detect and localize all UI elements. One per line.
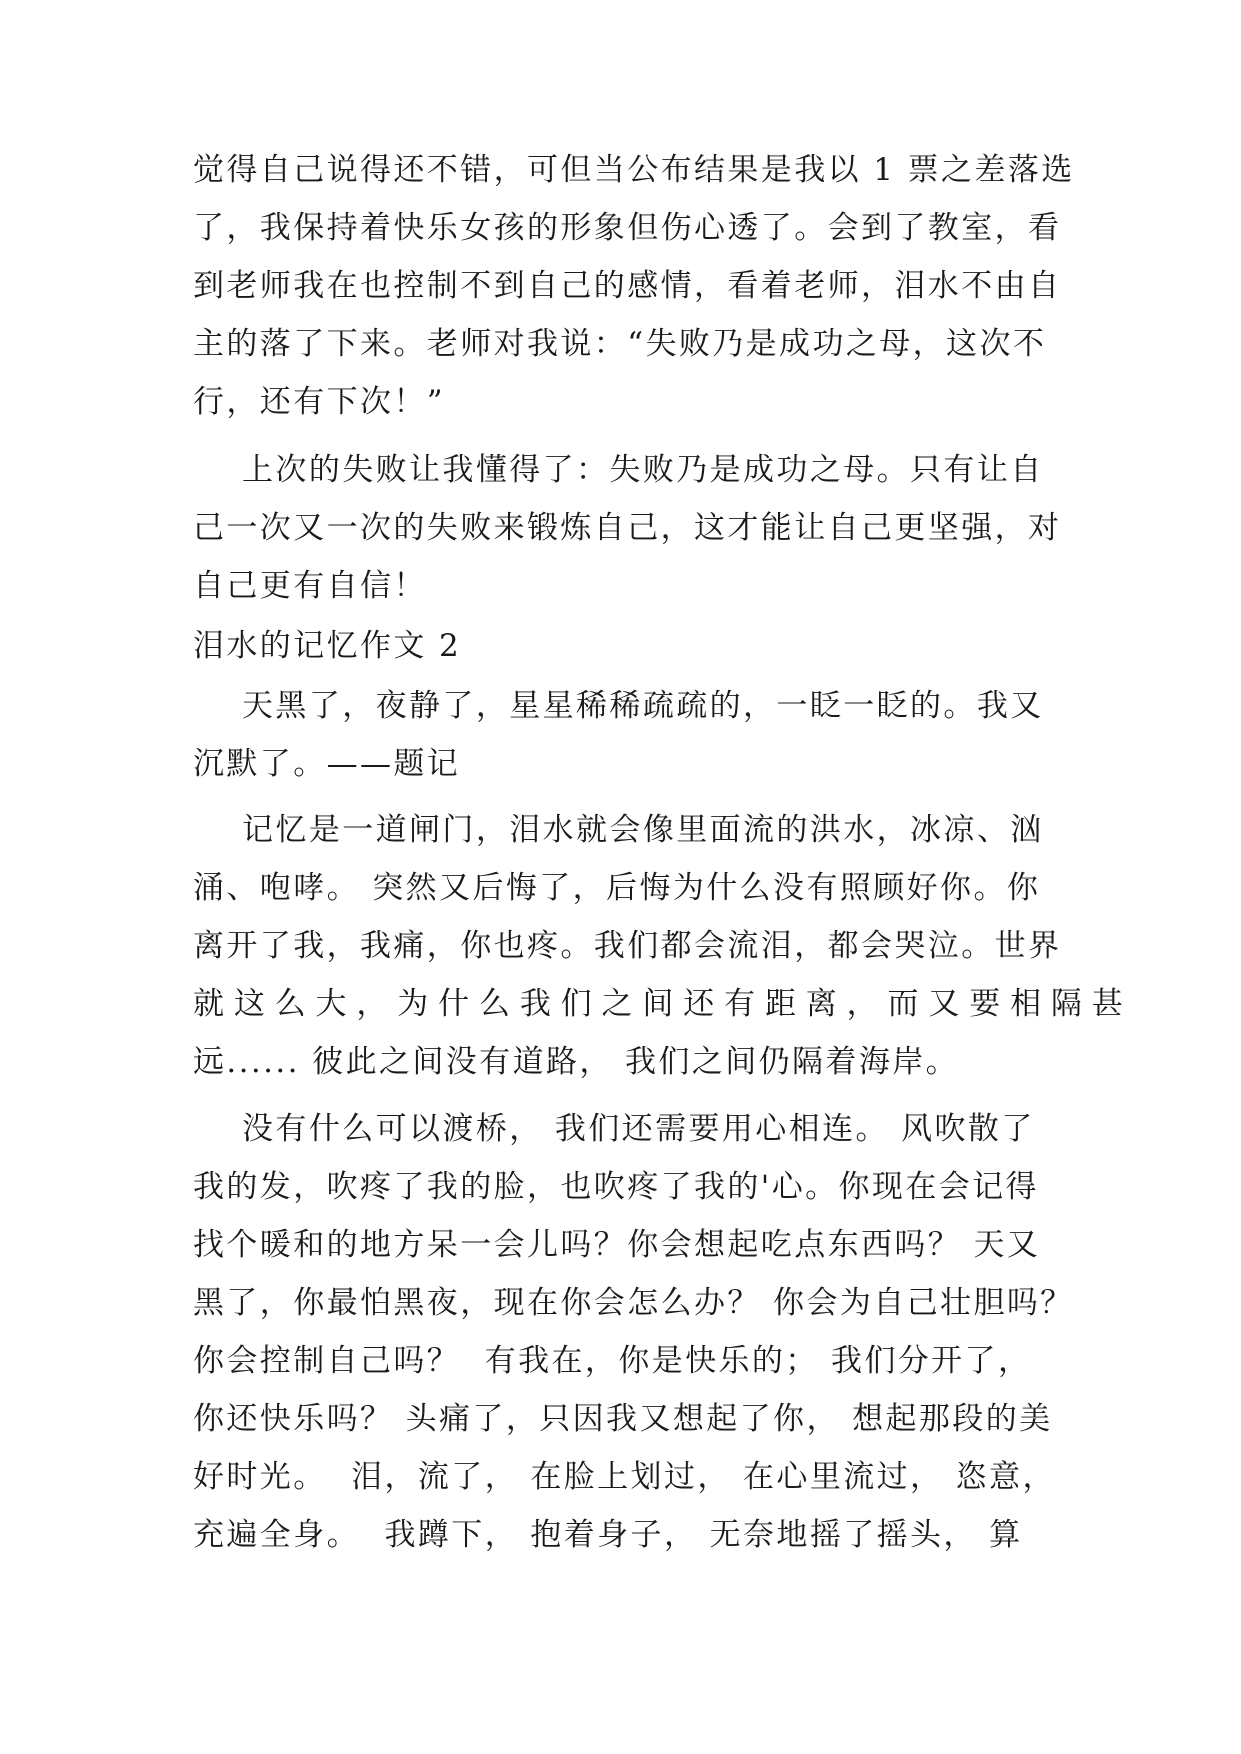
section-heading: 泪水的记忆作文 2 — [193, 628, 462, 664]
text-line: 黑了，你最怕黑夜，现在你会怎么办？ 你会为自己壮胆吗？ — [193, 1285, 1074, 1321]
text-line: 你还快乐吗？ 头痛了，只因我又想起了你， 想起那段的美 — [193, 1401, 1053, 1437]
text-line: 就 这 么 大 ， 为 什 么 我 们 之 间 还 有 距 离 ， 而 又 要 相 隔 甚 — [193, 986, 1123, 1022]
text-line: 自己更有自信！ — [193, 568, 427, 604]
text-line: 离开了我，我痛，你也疼。我们都会流泪，都会哭泣。世界 — [193, 928, 1062, 964]
text-line: 了，我保持着快乐女孩的形象但伤心透了。会到了教室，看 — [193, 210, 1062, 246]
text-line: 好时光。 泪，流了， 在脸上划过， 在心里流过， 恣意， — [193, 1459, 1056, 1495]
text-line: 记忆是一道闸门，泪水就会像里面流的洪水，冰凉、汹 — [193, 812, 1044, 848]
text-line: 己一次又一次的失败来锻炼自己，这才能让自己更坚强，对 — [193, 510, 1062, 546]
text-line: 行，还有下次！” — [193, 384, 446, 420]
text-line: 充遍全身。 我蹲下， 抱着身子， 无奈地摇了摇头， 算 — [193, 1517, 1023, 1553]
text-line: 上次的失败让我懂得了：失败乃是成功之母。只有让自 — [193, 452, 1044, 488]
text-line: 没有什么可以渡桥， 我们还需要用心相连。 风吹散了 — [193, 1111, 1035, 1147]
text-line: 你会控制自己吗？ 有我在，你是快乐的； 我们分开了， — [193, 1343, 1032, 1379]
text-line: 天黑了，夜静了，星星稀稀疏疏的，一眨一眨的。我又 — [193, 688, 1044, 724]
text-line: 涌、咆哮。 突然又后悔了，后悔为什么没有照顾好你。你 — [193, 870, 1041, 906]
text-line: 找个暖和的地方呆一会儿吗？你会想起吃点东西吗？ 天又 — [193, 1227, 1041, 1263]
text-line: 沉默了。——题记 — [193, 746, 461, 782]
text-line: 远...... 彼此之间没有道路， 我们之间仍隔着海岸。 — [193, 1044, 960, 1080]
text-line: 到老师我在也控制不到自己的感情，看着老师，泪水不由自 — [193, 268, 1062, 304]
text-line: 觉得自己说得还不错，可但当公布结果是我以 1 票之差落选 — [193, 152, 1075, 188]
text-line: 主的落了下来。老师对我说：“失败乃是成功之母，这次不 — [193, 326, 1047, 362]
text-line: 我的发，吹疼了我的脸，也吹疼了我的'心。你现在会记得 — [193, 1169, 1039, 1205]
